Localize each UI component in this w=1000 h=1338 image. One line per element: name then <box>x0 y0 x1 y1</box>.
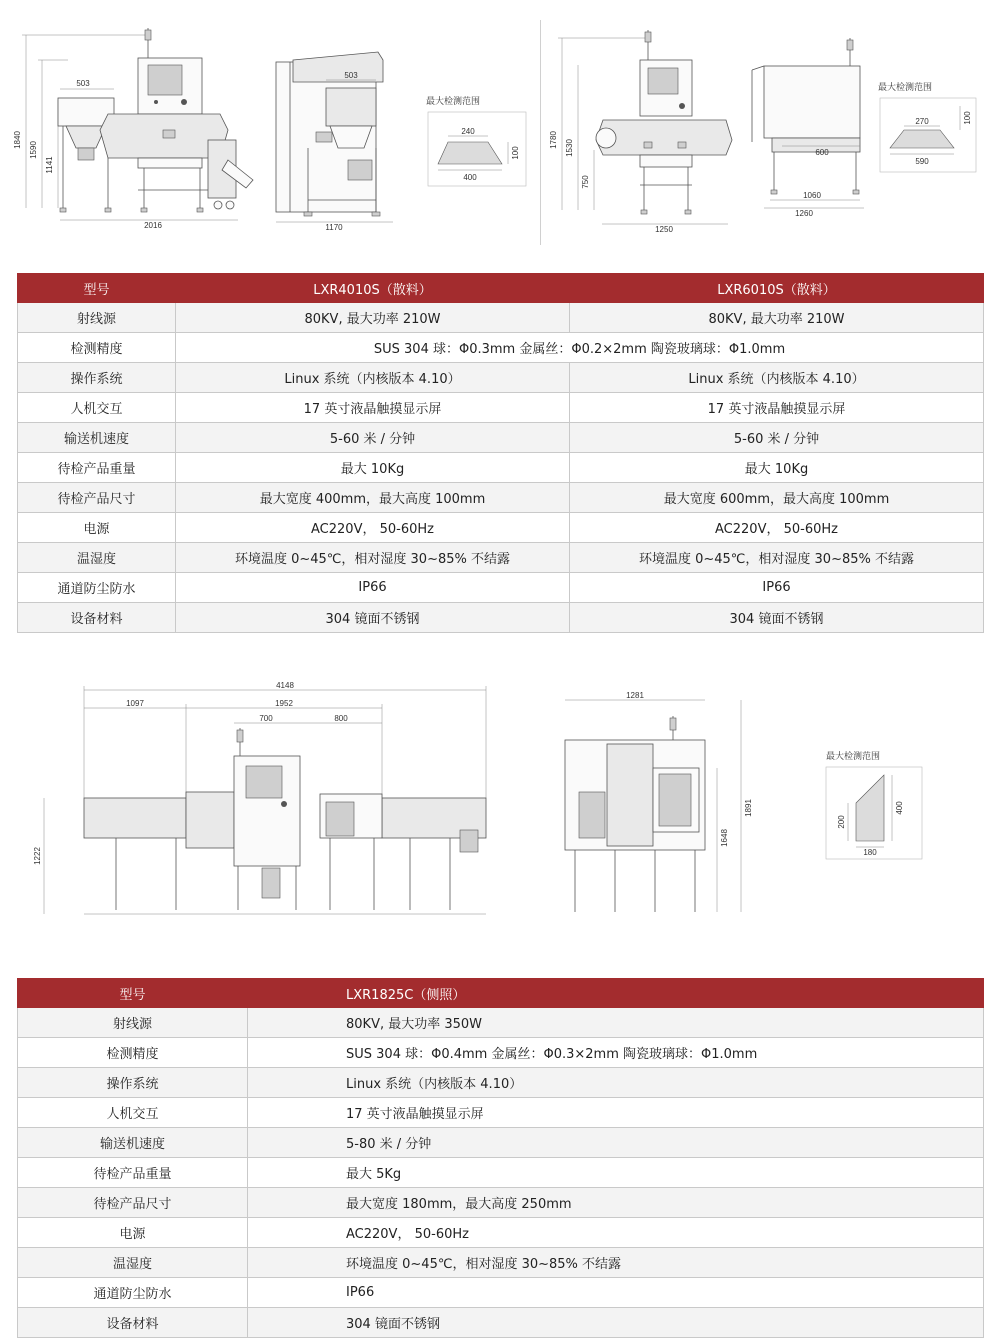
row-value: 17 英寸液晶触摸显示屏 <box>176 393 570 423</box>
table-row <box>18 393 984 423</box>
row-label: 待检产品重量 <box>18 1158 248 1188</box>
table-header-row <box>18 274 984 303</box>
dim-width-total: 1250 <box>655 225 673 234</box>
row-value: 80KV, 最大功率 350W <box>248 1008 984 1038</box>
row-value: 环境温度 0~45℃，相对湿度 30~85% 不结露 <box>570 543 984 573</box>
row-label: 人机交互 <box>18 393 176 423</box>
dim-height-mid: 1530 <box>565 139 574 157</box>
range-title: 最大检测范围 <box>878 83 933 93</box>
dim-width-total: 1170 <box>325 223 343 232</box>
table-row <box>18 333 984 363</box>
header-model-b: LXR6010S（散料） <box>570 274 984 303</box>
row-label: 通道防尘防水 <box>18 1278 248 1308</box>
dim-inner: 600 <box>815 148 829 157</box>
dim-height-mid: 1590 <box>29 141 38 159</box>
row-label: 输送机速度 <box>18 423 176 453</box>
table-row <box>18 1248 984 1278</box>
row-label: 操作系统 <box>18 363 176 393</box>
range-title: 最大检测范围 <box>826 752 881 762</box>
dim-width-total: 2016 <box>144 221 162 230</box>
dim-height-low: 1141 <box>45 156 54 174</box>
row-value: Linux 系统（内核版本 4.10） <box>570 363 984 393</box>
row-label: 电源 <box>18 513 176 543</box>
header-model-a: LXR4010S（散料） <box>176 274 570 303</box>
row-value: Linux 系统（内核版本 4.10） <box>176 363 570 393</box>
row-value: 最大宽度 400mm，最大高度 100mm <box>176 483 570 513</box>
table-row <box>18 1008 984 1038</box>
dim-height: 1222 <box>33 847 42 865</box>
drawing-1825c-side <box>555 688 760 923</box>
range-bottom: 590 <box>915 157 929 166</box>
row-value: 最大 10Kg <box>176 453 570 483</box>
row-label: 设备材料 <box>18 1308 248 1338</box>
row-value: 最大宽度 600mm，最大高度 100mm <box>570 483 984 513</box>
row-value: IP66 <box>248 1278 984 1308</box>
row-label: 射线源 <box>18 303 176 333</box>
table-row <box>18 543 984 573</box>
row-value: AC220V， 50-60Hz <box>176 513 570 543</box>
range-height: 100 <box>511 146 520 160</box>
table-header-row <box>18 979 984 1008</box>
row-value: 17 英寸液晶触摸显示屏 <box>570 393 984 423</box>
dim-left: 1097 <box>126 699 144 708</box>
row-label: 设备材料 <box>18 603 176 633</box>
dim-height-low: 750 <box>581 175 590 189</box>
table-row <box>18 1098 984 1128</box>
row-value: 80KV, 最大功率 210W <box>176 303 570 333</box>
row-label: 人机交互 <box>18 1098 248 1128</box>
dim-height-total: 1840 <box>13 131 22 149</box>
row-label: 待检产品重量 <box>18 453 176 483</box>
drawing-6010s-front <box>548 20 738 235</box>
drawing-4010s-range <box>420 92 530 192</box>
row-value: 304 镜面不锈钢 <box>248 1308 984 1338</box>
header-model-c: LXR1825C（侧照） <box>248 979 984 1008</box>
row-label: 通道防尘防水 <box>18 573 176 603</box>
header-model: 型号 <box>18 274 176 303</box>
dim-height-total: 1891 <box>744 799 753 817</box>
dim-width-total: 1281 <box>626 691 644 700</box>
table-row <box>18 303 984 333</box>
drawing-1825c-range <box>822 745 932 865</box>
row-value: 环境温度 0~45℃，相对湿度 30~85% 不结露 <box>248 1248 984 1278</box>
range-bottom: 180 <box>863 848 877 857</box>
row-value: SUS 304 球：Φ0.4mm 金属丝：Φ0.3×2mm 陶瓷玻璃球：Φ1.0mm <box>248 1038 984 1068</box>
spec-table-1 <box>17 273 984 633</box>
table-row <box>18 1278 984 1308</box>
row-value: 环境温度 0~45℃，相对湿度 30~85% 不结露 <box>176 543 570 573</box>
table-row <box>18 1308 984 1338</box>
row-value: 304 镜面不锈钢 <box>570 603 984 633</box>
spec-table-2 <box>17 978 984 1338</box>
range-height-left: 200 <box>837 815 846 829</box>
row-value: 304 镜面不锈钢 <box>176 603 570 633</box>
drawing-6010s-range <box>874 78 984 178</box>
row-value: IP66 <box>570 573 984 603</box>
table-row <box>18 453 984 483</box>
row-value: 最大 5Kg <box>248 1158 984 1188</box>
row-value: Linux 系统（内核版本 4.10） <box>248 1068 984 1098</box>
row-label: 温湿度 <box>18 1248 248 1278</box>
row-value: 5-80 米 / 分钟 <box>248 1128 984 1158</box>
table-row <box>18 1038 984 1068</box>
drawing-4010s-front <box>8 20 263 235</box>
table-row <box>18 603 984 633</box>
drawing-6010s-side <box>742 30 872 220</box>
row-value: SUS 304 球：Φ0.3mm 金属丝：Φ0.2×2mm 陶瓷玻璃球：Φ1.0mm <box>176 333 984 363</box>
row-value: AC220V， 50-60Hz <box>248 1218 984 1248</box>
table-row <box>18 1218 984 1248</box>
row-label: 检测精度 <box>18 333 176 363</box>
row-label: 待检产品尺寸 <box>18 1188 248 1218</box>
dim-width-total: 1260 <box>795 209 813 218</box>
row-value: AC220V， 50-60Hz <box>570 513 984 543</box>
row-value: 5-60 米 / 分钟 <box>570 423 984 453</box>
dim-height-mid: 1648 <box>720 829 729 847</box>
dim-a: 700 <box>259 714 273 723</box>
drawing-1825c-front <box>30 678 500 928</box>
table-row <box>18 1158 984 1188</box>
row-value: 最大 10Kg <box>570 453 984 483</box>
row-label: 操作系统 <box>18 1068 248 1098</box>
row-label: 射线源 <box>18 1008 248 1038</box>
dim-width-total: 4148 <box>276 681 294 690</box>
dim-b: 800 <box>334 714 348 723</box>
range-height-right: 400 <box>895 801 904 815</box>
row-label: 输送机速度 <box>18 1128 248 1158</box>
drawing-4010s-side <box>268 20 413 235</box>
range-title: 最大检测范围 <box>426 97 481 107</box>
row-label: 电源 <box>18 1218 248 1248</box>
row-label: 检测精度 <box>18 1038 248 1068</box>
table-row <box>18 573 984 603</box>
table-row <box>18 1068 984 1098</box>
dim-hopper: 503 <box>76 79 90 88</box>
table-row <box>18 1128 984 1158</box>
dim-height-total: 1780 <box>549 131 558 149</box>
dim-hopper: 503 <box>344 71 358 80</box>
range-height: 100 <box>963 111 972 125</box>
dim-mid: 1952 <box>275 699 293 708</box>
range-top: 240 <box>461 127 475 136</box>
table-row <box>18 513 984 543</box>
dim-mid: 1060 <box>803 191 821 200</box>
range-top: 270 <box>915 117 929 126</box>
row-label: 温湿度 <box>18 543 176 573</box>
row-value: IP66 <box>176 573 570 603</box>
range-bottom: 400 <box>463 173 477 182</box>
row-value: 最大宽度 180mm，最大高度 250mm <box>248 1188 984 1218</box>
table-row <box>18 1188 984 1218</box>
drawing-separator <box>540 20 541 245</box>
table-row <box>18 423 984 453</box>
header-model: 型号 <box>18 979 248 1008</box>
row-value: 5-60 米 / 分钟 <box>176 423 570 453</box>
table-row <box>18 363 984 393</box>
table-row <box>18 483 984 513</box>
row-label: 待检产品尺寸 <box>18 483 176 513</box>
row-value: 17 英寸液晶触摸显示屏 <box>248 1098 984 1128</box>
row-value: 80KV, 最大功率 210W <box>570 303 984 333</box>
